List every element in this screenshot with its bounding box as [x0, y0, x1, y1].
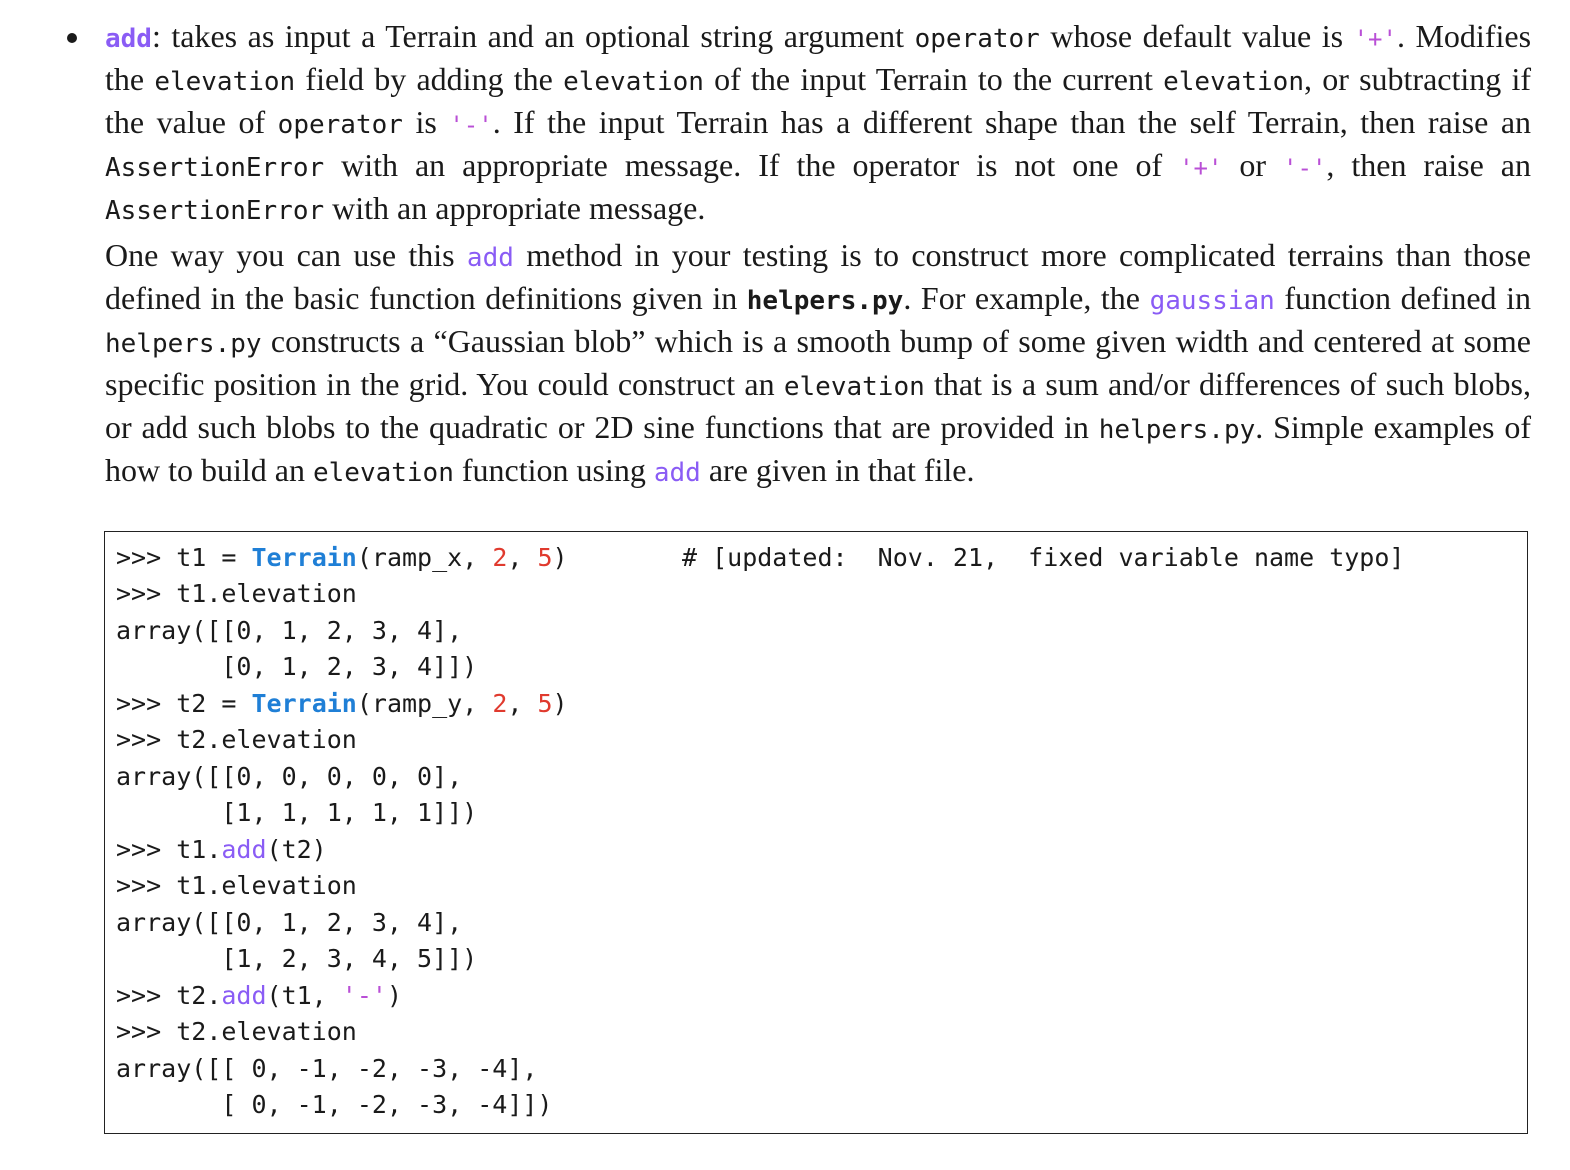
code-output-line: [1, 1, 1, 1, 1]]): [116, 798, 478, 827]
string-minus: '-': [1283, 154, 1327, 182]
code-assertion-error: AssertionError: [105, 196, 325, 226]
add-method-description: add: takes as input a Terrain and an optional string argument operator whose default value is '+'. Modifies the elevation field by adding the elevation of the input Terrain to the current elevation, or subtracting if the value of operator is '-'. If the input Terrain has a different shape than the self Terrain, then raise an AssertionError with an appropriate message. If the operator is not one of '+' or '-', then raise an AssertionError with an appropriate message.: [105, 18, 1532, 226]
code-elevation: elevation: [312, 458, 454, 488]
bullet-point: [67, 33, 77, 43]
code-line: >>> t2.elevation: [116, 1017, 357, 1046]
code-output-line: array([[0, 1, 2, 3, 4],: [116, 908, 463, 937]
file-helpers-py: helpers.py: [746, 286, 904, 316]
method-name-add: add: [466, 243, 514, 273]
code-output-line: [0, 1, 2, 3, 4]]): [116, 652, 478, 681]
method-name-add: add: [105, 24, 152, 54]
code-elevation: elevation: [154, 67, 296, 97]
string-minus: '-': [449, 111, 493, 139]
method-name-add: add: [653, 458, 701, 488]
code-line: >>> t1.elevation: [116, 579, 357, 608]
code-output-line: [ 0, -1, -2, -3, -4]]): [116, 1090, 553, 1119]
testing-paragraph: One way you can use this add method in your testing is to construct more complicated terrains than those defined in the basic function definitions given in helpers.py. For example, the gaussian function defined in helpers.py constructs a “Gaussian blob” which is a smooth bump of some given width and centered at some specific position in the grid. You could construct an elevation that is a sum and/or differences of such blobs, or add such blobs to the quadratic or 2D sine functions that are provided in helpers.py. Simple examples of how to build an elevation function using add are given in that file.: [105, 237, 1532, 488]
function-name-gaussian: gaussian: [1149, 286, 1275, 316]
code-output-line: array([[0, 1, 2, 3, 4],: [116, 616, 463, 645]
string-plus: '+': [1353, 25, 1397, 53]
code-line: >>> t1.elevation: [116, 871, 357, 900]
file-helpers-py: helpers.py: [105, 329, 262, 359]
string-plus: '+': [1179, 154, 1223, 182]
code-line: >>> t2.elevation: [116, 725, 357, 754]
file-helpers-py: helpers.py: [1098, 415, 1256, 445]
code-line: >>> t2 = Terrain(ramp_y, 2, 5): [116, 689, 568, 718]
code-operator: operator: [914, 24, 1040, 54]
code-comment: # [updated: Nov. 21, fixed variable name typo]: [682, 543, 1405, 572]
code-line: >>> t2.add(t1, '-'): [116, 981, 403, 1010]
code-operator: operator: [277, 110, 403, 140]
code-elevation: elevation: [1163, 67, 1304, 97]
code-line: >>> t1.add(t2): [116, 835, 327, 864]
code-elevation: elevation: [563, 67, 704, 97]
code-line: >>> t1 = Terrain(ramp_x, 2, 5): [116, 543, 568, 572]
code-output-line: array([[ 0, -1, -2, -3, -4],: [116, 1054, 538, 1083]
code-output-line: array([[0, 0, 0, 0, 0],: [116, 762, 463, 791]
code-assertion-error: AssertionError: [105, 153, 325, 183]
code-elevation: elevation: [783, 372, 925, 402]
code-output-line: [1, 2, 3, 4, 5]]): [116, 944, 478, 973]
code-example-box: [104, 531, 1528, 1134]
